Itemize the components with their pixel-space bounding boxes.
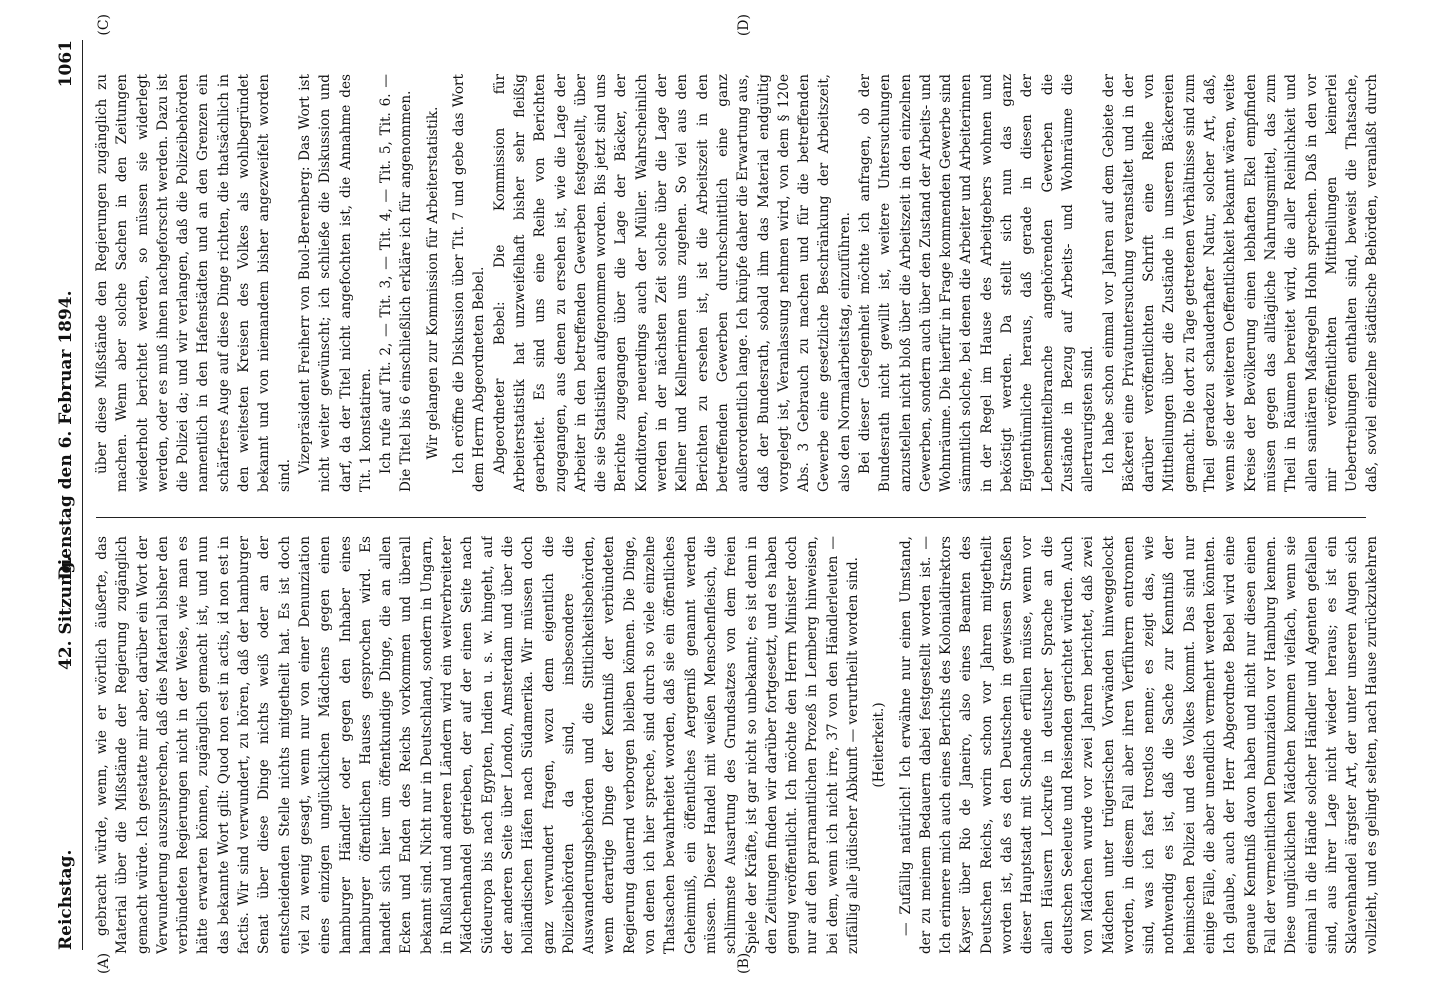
paragraph: gebracht würde, wenn, wie er wörtlich äußerte, das Material über die Mißstände der Regierung zugänglich gemacht würde. Ich gestatte mir aber, darüber ein Wort der Verwunderung auszusprechen, daß dies Material bisher den verbündeten Regierungen nicht in der Weise, wie man es hätte erwarten können, zugänglich gemacht ist, und nun das bekannte Wort gilt: Quod non est in actis, id non est in factis. Wir sind verwundert, zu hören, daß der hamburger Senat über diese Dinge nichts weiß oder an der entscheidenden Stelle nichts mitgetheilt hat. Es ist doch viel zu wenig gesagt, wenn nur von einer Denunziation eines einzigen unglücklichen Mädchens gegen einen hamburger Händler oder gegen den Inhaber eines hamburger öffentlichen Hauses gesprochen wird. Es handelt sich hier um öffentkundige Dinge, die an allen Ecken und Enden des Reichs vorkommen und überall bekannt sind. Nicht nur in Deutschland, sondern in Ungarn, in Rußland und anderen Ländern wird ein weitverbreiteter Mädchenhandel getrieben, der auf der einen Seite nach Südeuropa bis nach Egypten, Indien u. s. w. hingeht, auf der anderen Seite über London, Amsterdam und über die holländischen Häfen nach Südamerika. Wir müssen doch ganz verwundert fragen, wozu denn eigentlich die Polizeibehörden da sind, insbesondere die Auswanderungsbehörden und die Sittlichkeitsbehörden, wenn derartige Dinge der Kenntniß der verbündeten Regierung dauernd verborgen bleiben können. Die Dinge, von denen ich hier spreche, sind durch so viele einzelne Thatsachen bewahrheitet worden, daß sie ein öffentliches Geheimniß, ein öffentliches Aergerniß genannt werden müssen. Dieser Handel mit weißen Menschenfleisch, die schlimmste Ausartung des Grundsatzes von dem freien Spiele der Kräfte, ist gar nicht so unbekannt; es ist denn in den Zeitungen finden wir darüber fortgesetzt, und es haben genug veröffentlicht. Ich möchte den Herrn Minister doch nur auf den prarnamtlichen Prozeß in Lemberg hinweisen, bei dem, wenn ich nicht irre, 37 von den Händlerleuten — zufällig alle jüdischer Abkunft — verurtheilt worden sind. [94, 536, 861, 954]
interjection: (Heiterkeit.) [871, 702, 888, 788]
paragraph: — Zufällig natürlich! Ich erwähne nur einen Umstand, der zu meinem Bedauern dabei festgestellt worden ist. — Ich erinnere mich auch eines Berichts des Kolonialdirektors Kayser über Rio de Janeiro, also eines Beamten des Deutschen Reichs, worin schon vor Jahren mitgetheilt worden ist, daß es den Deutschen in gewissen Straßen dieser Hauptstadt mit Schande erfüllen müsse, wenn vor allen Häusern Lockrufe in deutscher Sprache an die deutschen Seeleute und Reisenden gerichtet würden. Auch von Mädchen wurde vor zwei Jahren berichtet, daß zwei Mädchen unter trügerischen Vorwänden hinweggelockt worden, in diesem Fall aber ihren Verführern entronnen sind, was ich fast trostlos nenne; es zeigt das, wie nothwendig es ist, daß die Sache zur Kenntniß der heimischen Polizei und des Volkes kommt. Das sind nur einige Fälle, die aber unendlich vermehrt werden könnten. Ich glaube, auch der Herr Abgeordnete Bebel wird eine genaue Kenntniß davon haben und nicht nur diesen einen Fall der vermeintlichen Denunziation vor Hamburg kennen. Diese unglücklichen Mädchen kommen vielfach, wenn sie einmal in die Hände solcher Händler und Agenten gefallen sind, aus ihrer Lage nicht wieder heraus; es ist ein Sklavenhandel ärgster Art, der unter unseren Augen sich vollzieht, und es gelingt selten, nach Hause zurückzukehren [897, 536, 1381, 954]
margin-mark-b: (B) [736, 952, 752, 974]
paragraph: über diese Mißstände den Regierungen zugänglich zu machen. Wenn aber solche Sachen in den Zeitungen wiederholt berichtet werden, so müssen sie widerlegt werden, oder es muß ihnen nachgeforscht werden. Dazu ist die Polizei da; und wir verlangen, daß die Polizeibehörden namentlich in den Hafenstädten und an den Grenzen ein schärferes Auge auf diese Dinge richten, die thatsächlich in den weitesten Kreisen des Volkes als wohlbegründet bekannt und von niemandem bisher angezweifelt worden sind. [94, 74, 293, 492]
paragraph: Bei dieser Gelegenheit möchte ich anfragen, ob der Bundesrath nicht gewillt ist, weitere Untersuchungen anzustellen nicht bloß über die Arbeitszeit in den einzelnen Gewerben, sondern auch über den Zustand der Arbeits- und Wohnräume. Die hierfür in Frage kommenden Gewerbe sind sämmtlich solche, bei denen die Arbeiter und Arbeiterinnen in der Regel im Hause des Arbeitgebers wohnen und beköstigt werden. Da stellt sich nun das ganz Eigenthümliche heraus, daß gerade in diesen der Lebensmittelbranche angehörenden Gewerben die Zustände in Bezug auf Arbeits- und Wohnräume die allertraurigsten sind. [856, 74, 1097, 492]
paragraph: Ich eröffne die Diskussion über Tit. 7 und gebe das Wort dem Herrn Abgeordneten Bebel. [451, 74, 488, 492]
paragraph: Ich habe schon einmal vor Jahren auf dem Gebiete der Bäckerei eine Privatuntersuchung veranstaltet und in der darüber veröffentlichten Schrift eine Reihe von Mittheilungen über die Zustände in unseren Bäckereien gemacht. Die dort zu Tage getretenen Verhältnisse sind zum Theil geradezu schauderhafter Natur, solcher Art, daß, wenn sie der weiteren Oeffentlichkeit bekannt wären, weite Kreise der Bevölkerung einen lebhaften Ekel empfinden müssen gegen das alltägliche Nahrungsmittel, das zum Theil in Räumen bereitet wird, die aller Reinlichkeit und allen sanitären Maßregeln Hohn sprechen. Daß in den vor mir veröffentlichten Mittheilungen keinerlei Uebertreibungen enthalten sind, beweist die Thatsache, daß, soviel einzelne städtische Behörden, veranlaßt durch [1100, 74, 1381, 492]
text-column-right [92, 74, 1382, 492]
paragraph: Vizepräsident Freiherr von Buol-Berenberg: Das Wort ist nicht weiter gewünscht; ich schließe die Diskussion und darf, da der Titel nicht angefochten ist, die Annahme des Tit. 1 konstatiren. [296, 74, 374, 492]
newspaper-page [36, 14, 1396, 980]
section-heading: Wir gelangen zur Kommission für Arbeiterstatistik. [424, 106, 441, 460]
page-header [56, 40, 83, 950]
header-session: 42. Sitzung. [56, 555, 76, 670]
margin-mark-d: (D) [736, 14, 752, 37]
header-date: Dienstag den 6. Februar 1894. [56, 290, 76, 580]
digitization-credit-strip [1413, 0, 1432, 1000]
paragraph: Ich rufe auf Tit. 2, — Tit. 3, — Tit. 4, — Tit. 5, Tit. 6. — Die Titel bis 6 einschließlich erkläre ich für angenommen. [378, 74, 415, 492]
text-column-left [92, 536, 1382, 954]
paragraph: Abgeordneter Bebel: Die Kommission für Arbeiterstatistik hat unzweifelhaft bisher sehr fleißig gearbeitet. Es sind uns eine Reihe von Berichten zugegangen, aus denen zu ersehen ist, wie die Lage der Arbeiter in den betreffenden Gewerben festgestellt, über die sie Statistiken aufgenommen worden. Bis jetzt sind uns Berichte zugegangen über die Lage der Bäcker, der Konditoren, neuerdings auch der Müller. Wahrscheinlich werden in der nächsten Zeit solche über die Lage der Kellner und Kellnerinnen uns zugehen. So viel aus den Berichten zu ersehen ist, ist die Arbeitszeit in den betreffenden Gewerben durchschnittlich eine ganz außerordentlich lange. Ich knüpfe daher die Erwartung aus, daß der Bundesrath, sobald ihm das Material endgültig vorgelegt ist, Veranlassung nehmen wird, von dem § 120e Abs. 3 Gebrauch zu machen und für die betreffenden Gewerbe eine gesetzliche Beschränkung der Arbeitszeit, also den Normalarbeitstag, einzuführen. [491, 74, 853, 492]
margin-mark-a: (A) [96, 952, 112, 974]
page-number: 1061 [56, 40, 76, 88]
margin-mark-c: (C) [96, 14, 112, 36]
header-left: Reichstag. [56, 849, 76, 950]
column-divider [96, 517, 1366, 518]
